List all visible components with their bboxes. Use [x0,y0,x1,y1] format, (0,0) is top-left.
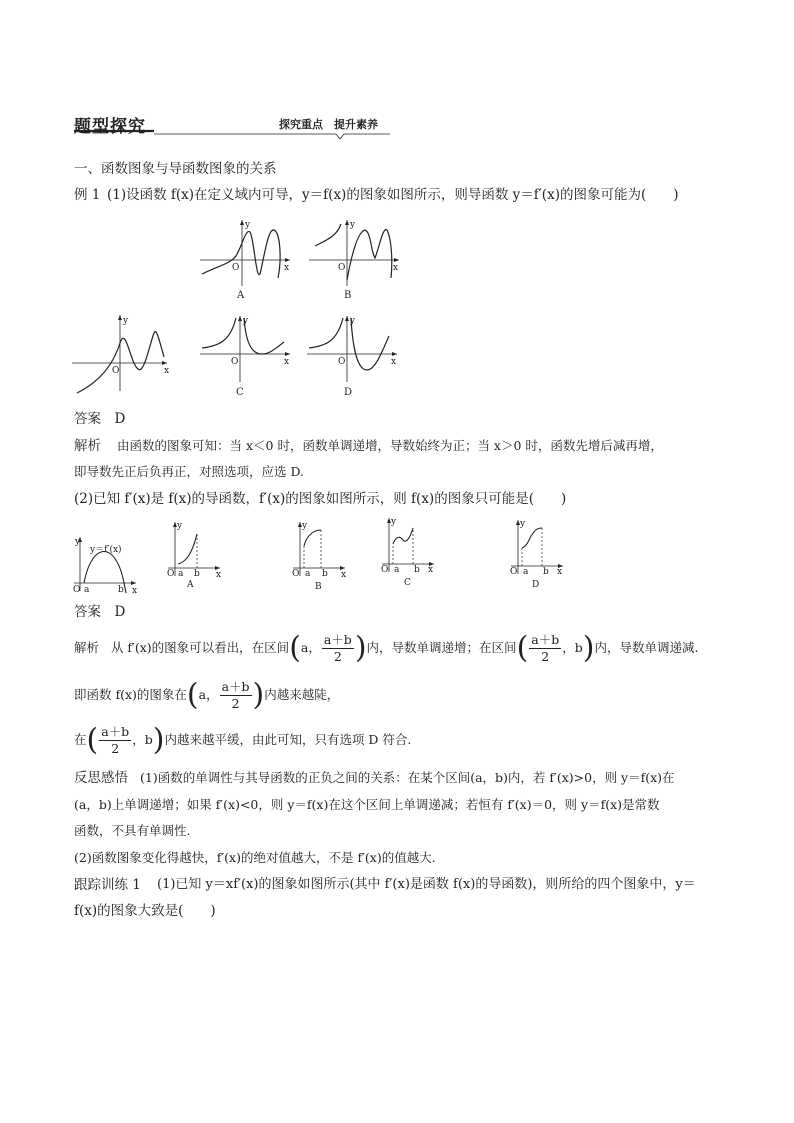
svg-text:a: a [84,585,90,595]
svg-text:O: O [381,565,389,575]
reflection-label: 反思感悟 [74,770,128,786]
svg-text:x: x [284,357,290,367]
svg-text:y: y [177,521,183,531]
svg-text:y: y [391,517,397,527]
svg-text:a: a [305,569,311,579]
option-b-graph [307,218,407,288]
svg-text:a: a [178,569,184,579]
svg-text:y: y [243,316,249,326]
reflection-line-3: 函数，不具有单调性. [74,823,191,838]
svg-text:x: x [132,586,138,596]
analysis-2-line-3: 在( $\frac{a+b}{2}$ ，b)内越来越平缓，由此可知，只有选项 D 符合. [74,722,412,758]
svg-text:O: O [167,569,175,579]
analysis-2-label: 解析 [74,640,100,655]
analysis-1-line-2: 即导数先正后负再正，对照选项，应选 D. [74,464,305,479]
fraction: $\frac{a+b}{2}$ [531,632,560,664]
svg-text:O: O [338,357,346,367]
q2-option-a-label: A [187,580,194,590]
section-heading: 一、函数图象与导函数图象的关系 [74,161,277,177]
fprime-graph [72,535,142,595]
section-title: 题型探究 [74,117,146,137]
q2-option-b-graph [291,520,351,578]
svg-text:y: y [520,519,526,529]
svg-text:b: b [322,569,328,579]
q2-option-d-label: D [532,580,540,590]
svg-text:O: O [338,263,346,273]
section-subtitle: 探究重点 提升素养 [279,118,378,131]
answer-1: 答案 D [74,411,126,427]
svg-text:O: O [231,357,239,367]
option-d-graph [305,314,405,384]
svg-text:x: x [216,570,222,580]
q2-option-d-graph [509,518,569,576]
q2-option-c-graph [380,516,440,574]
svg-text:y: y [350,316,356,326]
svg-text:b: b [414,565,420,575]
svg-text:O: O [232,263,240,273]
q2-option-a-graph [166,520,226,578]
practice-line-2: f(x)的图象大致是( ) [74,903,216,919]
fraction: $\frac{a+b}{2}$ [101,724,130,756]
svg-text:y: y [302,521,308,531]
svg-text:x: x [284,263,290,273]
svg-text:x: x [341,570,347,580]
svg-text:x: x [393,263,399,273]
analysis-1-label: 解析 [74,438,101,454]
axis-x-label: x [164,366,170,376]
option-c-graph [198,314,298,384]
option-b-label: B [344,290,352,301]
example-label: 例 1 [74,187,101,203]
reflection-line-2: (a，b)上单调递增；如果 f′(x)<0，则 y＝f(x)在这个区间上单调递减；若恒有 f′(x)＝0，则 y＝f(x)是常数 [74,797,660,812]
svg-text:a: a [523,567,529,577]
question-2: (2)已知 f′(x)是 f(x)的导函数，f′(x)的图象如图所示，则 f(x)的图象只可能是( ) [74,491,567,507]
analysis-2-line-1: 解析 从 f′(x)的图象可以看出，在区间(a， $\frac{a+b}{2}$ )内，导数单调递增；在区间( $\frac{a+b}{2}$ ，b)内，导数单调递减. [74,630,699,666]
svg-text:x: x [391,357,397,367]
fraction: $\frac{a+b}{2}$ [221,679,250,711]
fraction: $\frac{a+b}{2}$ [323,632,352,664]
option-a-graph [198,218,298,288]
q2-option-c-label: C [404,578,411,588]
svg-text:y＝f′(x): y＝f′(x) [90,545,122,555]
option-c-label: C [236,387,244,398]
svg-text:x: x [557,567,563,577]
question-1: (1)设函数 f(x)在定义域内可导，y＝f(x)的图象如图所示，则导函数 y＝f′(x)的图象可能为( ) [107,187,679,203]
svg-text:O: O [510,567,518,577]
svg-text:y: y [245,220,251,230]
origin-label: O [112,366,120,376]
svg-text:b: b [543,567,549,577]
reflection-line-4: (2)函数图象变化得越快，f′(x)的绝对值越大，不是 f′(x)的值越大. [74,850,436,865]
svg-text:y: y [75,537,81,547]
svg-text:O: O [73,585,81,595]
practice-line-1: (1)已知 y＝xf′(x)的图象如图所示(其中 f′(x)是函数 f(x)的导函数)，则所给的四个图象中，y＝ [157,877,696,892]
fx-graph [72,313,172,393]
q2-option-b-label: B [315,582,322,592]
option-a-label: A [237,290,245,301]
analysis-1-line-1: 由函数的图象可知：当 x＜0 时，函数单调递增，导数始终为正；当 x＞0 时，函数先增后减再增， [117,438,663,453]
axis-y-label: y [123,316,129,326]
answer-2: 答案 D [74,604,126,620]
practice-label: 跟踪训练 1 [74,877,141,893]
svg-text:b: b [194,569,200,579]
reflection-line-1: (1)函数的单调性与其导函数的正负之间的关系：在某个区间(a，b)内，若 f′(x)>0，则 y＝f(x)在 [140,770,675,785]
option-d-label: D [344,387,353,398]
analysis-2-line-2: 即函数 f(x)的图象在(a， $\frac{a+b}{2}$ )内越来越陡， [74,677,340,713]
svg-text:b: b [118,585,124,595]
svg-text:O: O [292,569,300,579]
svg-text:x: x [428,565,434,575]
svg-text:y: y [350,220,356,230]
svg-text:a: a [394,565,400,575]
